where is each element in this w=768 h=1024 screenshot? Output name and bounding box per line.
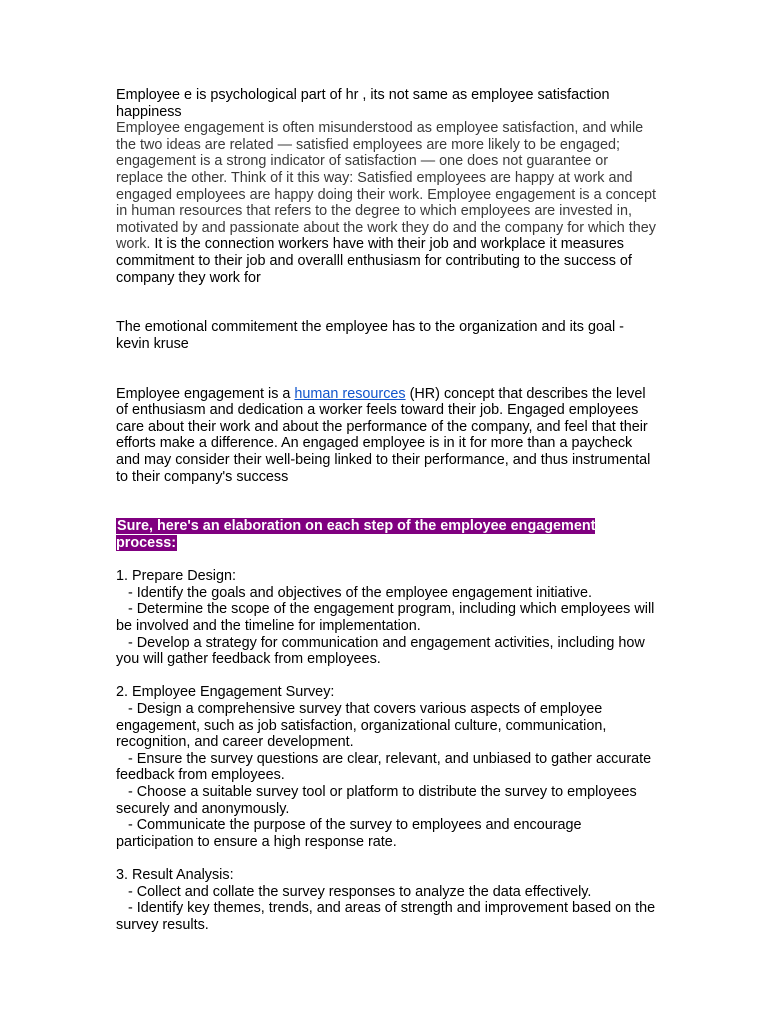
step-title: 3. Result Analysis: [116,866,234,883]
spacer [116,850,656,867]
definition-after-link: (HR) concept that describes the level of enthusiasm and dedication a worker feels toward their job. Engaged employees care about their work and about the performance of the company, and feel that their efforts make a difference. An engaged employee is in it for more than a paycheck and may consider their well-being linked to their performance, and thus instrumental to their company's success [116,385,651,485]
spacer [116,303,656,320]
step-item: - Identify key themes, trends, and areas of strength and improvement based on the survey results. [116,900,660,933]
intro-heading: Employee e is psychological part of hr , its not same as employee satisfaction happiness [116,87,610,120]
step-title: 2. Employee Engagement Survey: [116,684,335,701]
highlighted-heading: Sure, here's an elaboration on each step of the employee engagement process: [116,518,596,552]
step-item: - Communicate the purpose of the survey to employees and encourage participation to ensure a high response rate. [116,817,586,850]
step-item: - Determine the scope of the engagement program, including which employees will be involved and the timeline for implementation. [116,601,659,634]
quote-paragraph: The emotional commitement the employee has to the organization and its goal - kevin kruse [116,319,624,352]
step-item: - Choose a suitable survey tool or platform to distribute the survey to employees securely and anonymously. [116,783,641,817]
human-resources-link[interactable]: human resources [294,385,406,402]
spacer [116,353,656,370]
spacer [116,485,656,502]
highlight-paragraph [116,518,656,551]
step-item: - Identify the goals and objectives of the employee engagement initiative. [116,584,592,601]
definition-before-link: Employee engagement is a [116,385,295,402]
spacer [116,286,656,303]
spacer [116,552,656,569]
step-section-2 [116,684,656,850]
intro-grey-text: Employee engagement is often misunderstood as employee satisfaction, and while the two ideas are related — satisfied employees are more likely to be engaged; engagement is a strong indicator of satisfaction — one does not guarantee or replace the other. Think of it this way: Satisfied employees are happy at work and engaged employees are happy doing their work. Employee engagement is a concept in human resources that refers to the degree to which employees are invested in, motivated by and passionate about the work they do and the company for which they work. [116,120,656,253]
step-section-3 [116,866,660,933]
step-item: - Develop a strategy for communication and engagement activities, including how you will gather feedback from employees. [116,634,649,668]
intro-paragraph [116,120,656,286]
spacer [116,502,656,519]
definition-paragraph [116,386,656,486]
spacer [116,668,656,685]
spacer [116,369,656,386]
step-title: 1. Prepare Design: [116,568,236,585]
step-item: - Ensure the survey questions are clear, relevant, and unbiased to gather accurate feedback from employees. [116,750,656,784]
document-page [116,87,660,933]
step-item: - Collect and collate the survey responses to analyze the data effectively. [116,883,592,900]
intro-black-text: It is the connection workers have with their job and workplace it measures commitment to their job and overalll enthusiasm for contributing to the success of company they work for [116,236,632,286]
step-item: - Design a comprehensive survey that covers various aspects of employee engagement, such as job satisfaction, organizational culture, communication, recognition, and career development. [116,700,611,751]
step-section-1 [116,568,659,668]
